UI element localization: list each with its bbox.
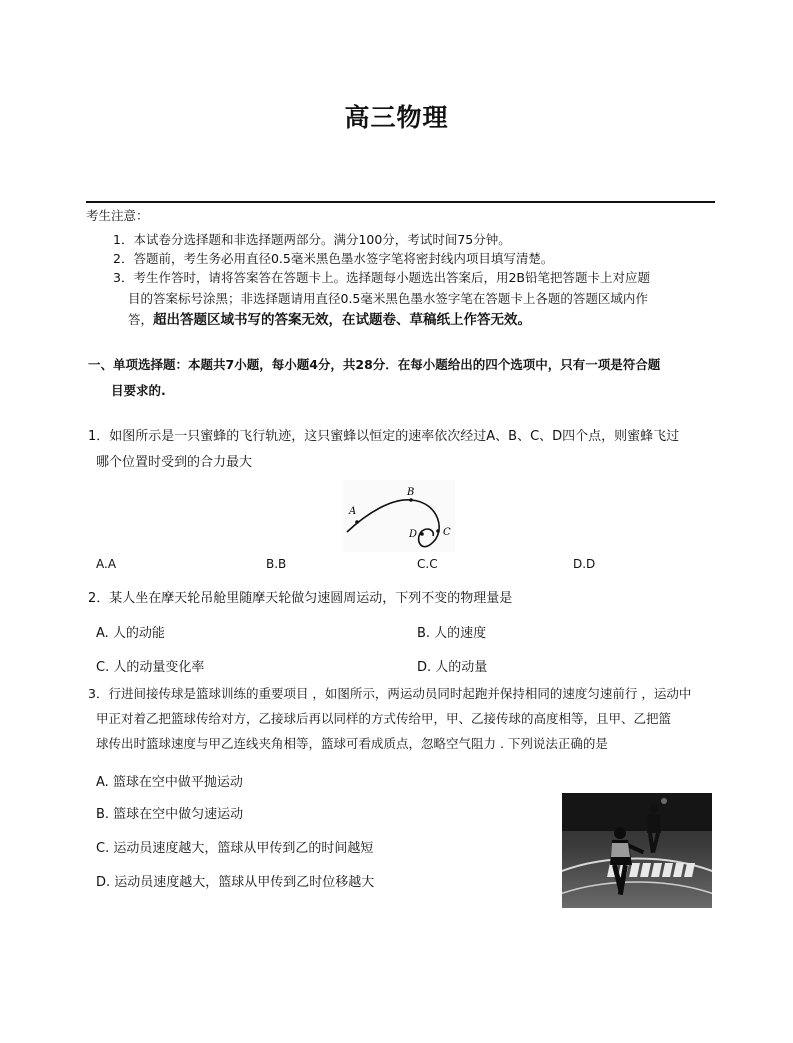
point-c-dot (436, 529, 440, 533)
bee-trajectory-figure (343, 480, 455, 552)
notice-heading: 考生注意： (86, 208, 149, 223)
title-divider (86, 201, 715, 203)
point-a-dot (355, 520, 359, 524)
q2-stem: 2．某人坐在摩天轮吊舱里随摩天轮做匀速圆周运动，下列不变的物理量是 (88, 591, 513, 606)
q2-option-d: D. 人的动量 (417, 660, 488, 675)
notice-item-2: 2．答题前，考生务必用直径0.5毫米黑色墨水签字笔将密封线内项目填写清楚。 (113, 251, 554, 266)
section-heading-line-1: 一、单项选择题：本题共7小题，每小题4分，共28分．在每小题给出的四个选项中，只有一项是符合题 (88, 357, 661, 372)
q3-stem-line-3: 球传出时篮球速度与甲乙连线夹角相等，篮球可看成质点，忽略空气阻力 . 下列说法正确的是 (96, 736, 608, 751)
q1-stem-line-1: 1．如图所示是一只蜜蜂的飞行轨迹，这只蜜蜂以恒定的速率依次经过A、B、C、D四个点，则蜜蜂飞过 (88, 429, 680, 444)
point-d-dot (420, 532, 424, 536)
q3-option-a: A. 篮球在空中做平抛运动 (96, 775, 243, 790)
q2-option-a: A. 人的动能 (96, 626, 165, 641)
notice-item-3-line-1: 3．考生作答时，请将答案答在答题卡上。选择题每小题选出答案后，用2B铅笔把答题卡上对应题 (113, 270, 650, 285)
notice-item-3-end-plain: 答， (128, 312, 154, 327)
q2-option-c: C. 人的动量变化率 (96, 660, 205, 675)
q3-option-b: B. 篮球在空中做匀速运动 (96, 807, 244, 822)
page-title: 高三物理 (344, 103, 449, 132)
notice-item-3-line-2: 目的答案标号涂黑；非选择题请用直径0.5毫米黑色墨水签字笔在答题卡上各题的答题区域内作 (128, 291, 648, 306)
point-b-dot (409, 498, 413, 502)
q2-option-b: B. 人的速度 (417, 626, 487, 641)
q1-option-b: B.B (266, 557, 287, 571)
q3-stem-line-2: 甲正对着乙把篮球传给对方，乙接球后再以同样的方式传给甲，甲、乙接传球的高度相等，且甲、乙把篮 (96, 711, 672, 726)
section-heading-line-2: 目要求的. (111, 383, 166, 398)
basketball-photo (562, 793, 712, 908)
q3-stem-line-1: 3．行进间接传球是篮球训练的重要项目 ，如图所示，两运动员同时起跑并保持相同的速度匀速前行 ，运动中 (88, 686, 692, 701)
q3-option-d: D. 运动员速度越大，篮球从甲传到乙时位移越大 (96, 875, 375, 890)
point-b-label: B (407, 487, 415, 498)
q1-stem-line-2: 哪个位置时受到的合力最大 (96, 455, 253, 470)
q3-option-c: C. 运动员速度越大，篮球从甲传到乙的时间越短 (96, 841, 374, 856)
q1-option-a: A.A (96, 557, 117, 571)
q1-option-c: C.C (417, 557, 438, 571)
notice-item-3-end-bold: 超出答题区域书写的答案无效，在试题卷、草稿纸上作答无效。 (153, 312, 532, 328)
q1-option-d: D.D (573, 557, 596, 571)
point-d-label: D (409, 529, 418, 540)
point-c-label: C (443, 527, 451, 538)
point-a-label: A (349, 506, 357, 517)
notice-item-3-line-3 (128, 311, 531, 329)
notice-item-1: 1．本试卷分选择题和非选择题两部分。满分100分，考试时间75分钟。 (113, 232, 511, 247)
